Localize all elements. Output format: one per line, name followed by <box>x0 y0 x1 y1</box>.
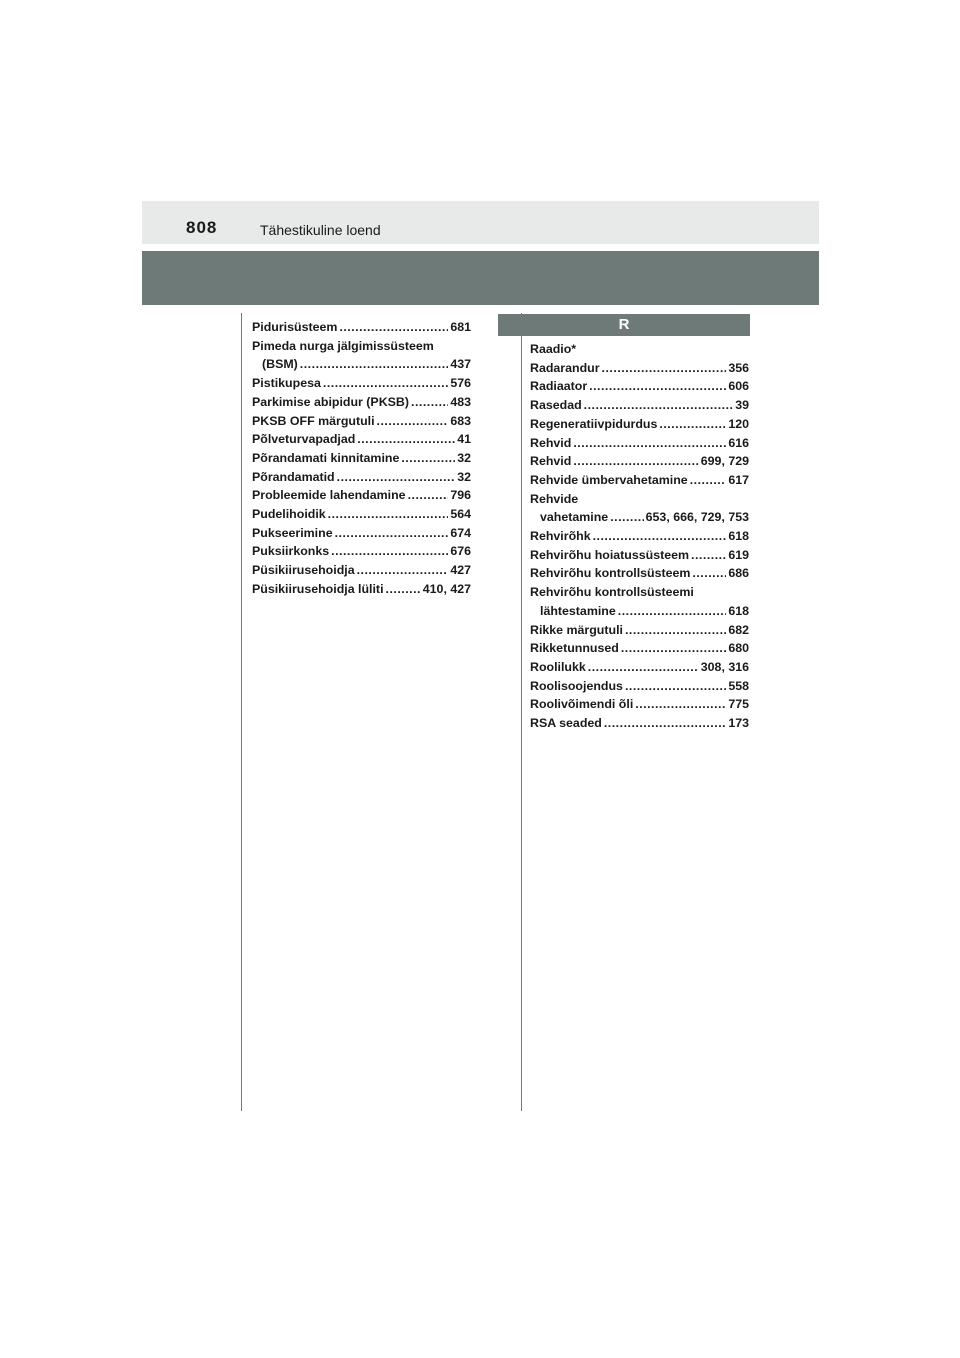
index-entry-heading: Rehvirõhu kontrollsüsteemi <box>530 585 694 600</box>
section-title: Tähestikuline loend <box>260 222 381 238</box>
header-band <box>142 201 819 244</box>
index-entry: Radiaator ..... 606 <box>530 377 749 396</box>
index-entry: Pidurisüsteem ..... 681 <box>252 318 471 337</box>
index-entry-heading: Rehvide <box>530 491 579 506</box>
index-entry: Rehvid ..... 699, 729 <box>530 452 749 471</box>
index-entry: Rehvirõhk ..... 618 <box>530 527 749 546</box>
index-entry: vahetamine ..... 653, 666, 729, 753 <box>530 508 749 527</box>
index-entry: Puksiirkonks ..... 676 <box>252 542 471 561</box>
index-entry: Roolisoojendus ..... 558 <box>530 677 749 696</box>
index-entry: Parkimise abipidur (PKSB) ..... 483 <box>252 393 471 412</box>
index-entry: Roolivõimendi õli ..... 775 <box>530 695 749 714</box>
index-entry: Pudelihoidik ..... 564 <box>252 505 471 524</box>
index-entry: lähtestamine ..... 618 <box>530 602 749 621</box>
index-entry: (BSM) ..... 437 <box>252 355 471 374</box>
index-entry: Rehvirõhu hoiatussüsteem ..... 619 <box>530 546 749 565</box>
index-entry: Põlveturvapadjad ..... 41 <box>252 430 471 449</box>
column-divider-right <box>521 313 522 1111</box>
index-entry: PKSB OFF märgutuli ..... 683 <box>252 412 471 431</box>
index-entry: Radarandur ..... 356 <box>530 359 749 378</box>
index-entry: RSA seaded ..... 173 <box>530 714 749 733</box>
index-entry: Rehvirõhu kontrollsüsteem ..... 686 <box>530 564 749 583</box>
index-entry: Rikketunnused ..... 680 <box>530 639 749 658</box>
index-entry: Probleemide lahendamine ..... 796 <box>252 486 471 505</box>
index-entry-heading: Pimeda nurga jälgimissüsteem <box>252 338 434 353</box>
index-entry: Põrandamati kinnitamine ..... 32 <box>252 449 471 468</box>
index-entry-heading: Raadio* <box>530 342 577 356</box>
index-entry: Roolilukk ..... 308, 316 <box>530 658 749 677</box>
index-entry: Rikke märgutuli ..... 682 <box>530 621 749 640</box>
page-number: 808 <box>186 218 218 237</box>
title-band <box>142 251 819 305</box>
index-entry: Rehvide ümbervahetamine ..... 617 <box>530 471 749 490</box>
index-entry: Regeneratiivpidurdus ..... 120 <box>530 415 749 434</box>
index-entry: Pukseerimine ..... 674 <box>252 524 471 543</box>
index-entry: Rehvid ..... 616 <box>530 434 749 453</box>
letter-heading: R <box>498 314 750 336</box>
index-column-left <box>252 318 471 599</box>
column-divider-left <box>241 313 242 1111</box>
index-entry: Pistikupesa ..... 576 <box>252 374 471 393</box>
index-entry: Põrandamatid ..... 32 <box>252 468 471 487</box>
index-entry: Püsikiirusehoidja ..... 427 <box>252 561 471 580</box>
index-entry: Rasedad ..... 39 <box>530 396 749 415</box>
index-entry: Püsikiirusehoidja lüliti ..... 410, 427 <box>252 580 471 599</box>
index-column-right <box>530 340 749 733</box>
